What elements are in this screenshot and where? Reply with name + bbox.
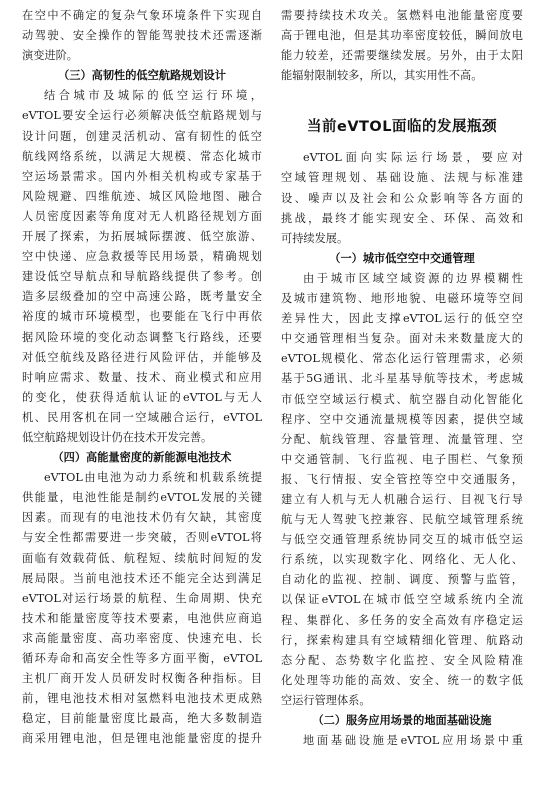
text-line: 行系统，以实现数字化、网络化、无人化、: [281, 553, 523, 567]
subsection-heading: （三）高韧性的低空航路规划设计: [58, 69, 226, 83]
text-line: 航线网络系统，以满足大规模、常态化城市: [22, 149, 262, 163]
subsection-heading: （二）服务应用场景的地面基础设施: [312, 714, 492, 727]
text-line: eVTOL对运行场景的航程、生命周期、快充: [22, 591, 262, 605]
text-line: 程序、空中交通流量规模等因素，提供空域: [281, 412, 523, 426]
text-line: 技术和能量密度等技术要素，电池供应商追: [22, 611, 262, 625]
text-line: 在空中不确定的复杂气象环境条件下实现自: [22, 9, 262, 22]
subsection-heading: （一）城市低空空中交通管理: [329, 251, 475, 265]
right-column: [281, 6, 523, 751]
text-line: 由于城市区域空域资源的边界模糊性: [303, 271, 523, 285]
text-line: 能力较差，还需要继续发展。另外，由于太阳: [281, 49, 523, 63]
text-line: 人员密度因素等角度对无人机路径规划方面: [22, 209, 262, 223]
left-column: [22, 6, 262, 749]
text-line: 设、噪声以及社会和公众影响等各方面的: [281, 191, 523, 205]
text-line: 高于锂电池，但是其功率密度较低，瞬间放电: [281, 29, 523, 43]
text-line: 循环寿命和高安全性等多方面平衡，eVTOL: [22, 652, 262, 665]
text-line: 面临有效载荷低、航程短、续航时间短的发: [22, 551, 262, 565]
text-line: 化处理等功能的高效、安全、统一的数字低: [281, 673, 523, 687]
text-line: 建设低空导航点和导航路线提供了参考。创: [22, 270, 262, 284]
text-line: 中交通管理相当复杂。面对未来数量庞大的: [281, 332, 523, 346]
text-line: 分配、航线管理、容量管理、流量管理、空: [281, 432, 523, 446]
text-line: 对低空航线及路径进行风险评估，并能够及: [22, 350, 262, 364]
text-line: 空中快递、应急救援等民用场景，精确规划: [22, 250, 262, 264]
text-line: 挑战，最终才能实现安全、环保、高效和: [281, 211, 523, 225]
text-line: 建立有人机与无人机融合运行、目视飞行导: [281, 492, 523, 506]
text-line: 空运行管理体系。: [281, 693, 371, 707]
text-line: eVTOL由电池为动力系统和机载系统提: [44, 471, 262, 485]
text-line: 以保证eVTOL在城市低空空域系统内全流: [281, 593, 523, 607]
text-line: 空运场景需求。国内外相关机构或专家基于: [22, 169, 262, 183]
text-line: 航与无人驾驶飞控兼容、民航空域管理系统: [281, 513, 523, 527]
text-line: 空域管理规划、基础设施、法规与标准建: [281, 171, 523, 185]
text-line: 据风险环境的变化动态调整飞行路线，还要: [22, 330, 262, 344]
text-line: 裕度的城市环境模型，也要能在飞行中再依: [22, 310, 262, 324]
text-line: 程、集群化、多任务的安全高效有序稳定运: [281, 613, 523, 627]
text-line: 与安全性都需要进一步突破，否则eVTOL将: [22, 531, 262, 545]
text-line: 及城市建筑物、地形地貌、电磁环境等空间: [281, 292, 523, 306]
text-line: 动驾驶、安全操作的智能驾驶技术还需逐渐: [22, 29, 262, 43]
text-line: 展局限。当前电池技术还不能完全达到满足: [22, 571, 262, 585]
text-line: 因素。而现有的电池技术仍有欠缺，其密度: [22, 511, 262, 525]
text-line: 求高能量密度、高功率密度、快速充电、长: [22, 631, 262, 645]
text-line: 时响应需求、数量、技术、商业模式和应用: [22, 370, 262, 384]
text-line: 市低空空域运行模式、航空器自动化智能化: [281, 392, 523, 406]
text-line: 商采用锂电池，但是锂电池能量密度的提升: [22, 732, 262, 746]
text-line: 地面基础设施是eVTOL应用场景中重: [303, 734, 523, 748]
text-line: 中交通管制、飞行监视、电子围栏、气象预: [281, 452, 523, 466]
text-line: 差异性大，因此支撑eVTOL运行的低空空: [281, 312, 523, 326]
text-line: 开展了探索，为拓展城际摆渡、低空旅游、: [22, 230, 262, 244]
section-title: 当前eVTOL面临的发展瓶颈: [306, 119, 497, 136]
text-line: 稳定，目前能量密度比最高，绝大多数制造: [22, 712, 262, 726]
text-line: 风险规避、四维航迹、城区风险地图、融合: [22, 189, 262, 203]
text-line: 基于5G通讯、北斗星基导航等技术，考虑城: [281, 372, 523, 386]
text-line: 与低空交通管理系统协同交互的城市低空运: [281, 533, 523, 547]
right-column-bottom-text: [281, 148, 523, 751]
text-line: 供能量，电池性能是制约eVTOL发展的关键: [22, 491, 262, 505]
text-line: 前，锂电池技术相对氢燃料电池技术更成熟: [22, 692, 262, 706]
text-line: eVTOL面向实际运行场景，要应对: [303, 151, 523, 165]
text-line: 设计问题，创建灵活机动、富有韧性的低空: [22, 129, 262, 143]
text-line: 主机厂商开发人员研发时权衡各种指标。目: [22, 672, 262, 686]
text-line: 自动化的监视、控制、调度、预警与监管，: [281, 573, 523, 587]
text-line: 的变化，使获得适航认证的eVTOL与无人: [22, 390, 262, 404]
right-column-top-text: [281, 6, 523, 86]
text-line: 造多层级叠加的空中高速公路，既考量安全: [22, 290, 262, 304]
text-line: 需要持续技术攻关。氢燃料电池能量密度要: [281, 9, 523, 22]
text-line: 可持续发展。: [281, 231, 349, 245]
subsection-heading: （四）高能量密度的新能源电池技术: [52, 451, 232, 465]
text-line: 态分配、态势数字化监控、安全风险精准: [281, 653, 523, 667]
text-line: eVTOL要安全运行必须解决低空航路规划与: [22, 109, 262, 123]
text-line: 机、民用客机在同一空域融合运行，eVTOL: [22, 410, 262, 424]
text-line: 能辐射限制较多，所以，其实用性不高。: [281, 69, 483, 83]
text-line: 演变进阶。: [22, 49, 78, 63]
text-line: 结合城市及城际的低空运行环境，: [44, 89, 262, 103]
text-line: 行，探索构建具有空域精细化管理、航路动: [281, 633, 523, 647]
text-line: 低空航路规划设计仍在技术开发完善。: [22, 430, 213, 444]
text-line: eVTOL规模化、常态化运行管理需求，必须: [281, 352, 523, 366]
text-line: 报、飞行情报、安全管控等空中交通服务，: [281, 472, 523, 486]
